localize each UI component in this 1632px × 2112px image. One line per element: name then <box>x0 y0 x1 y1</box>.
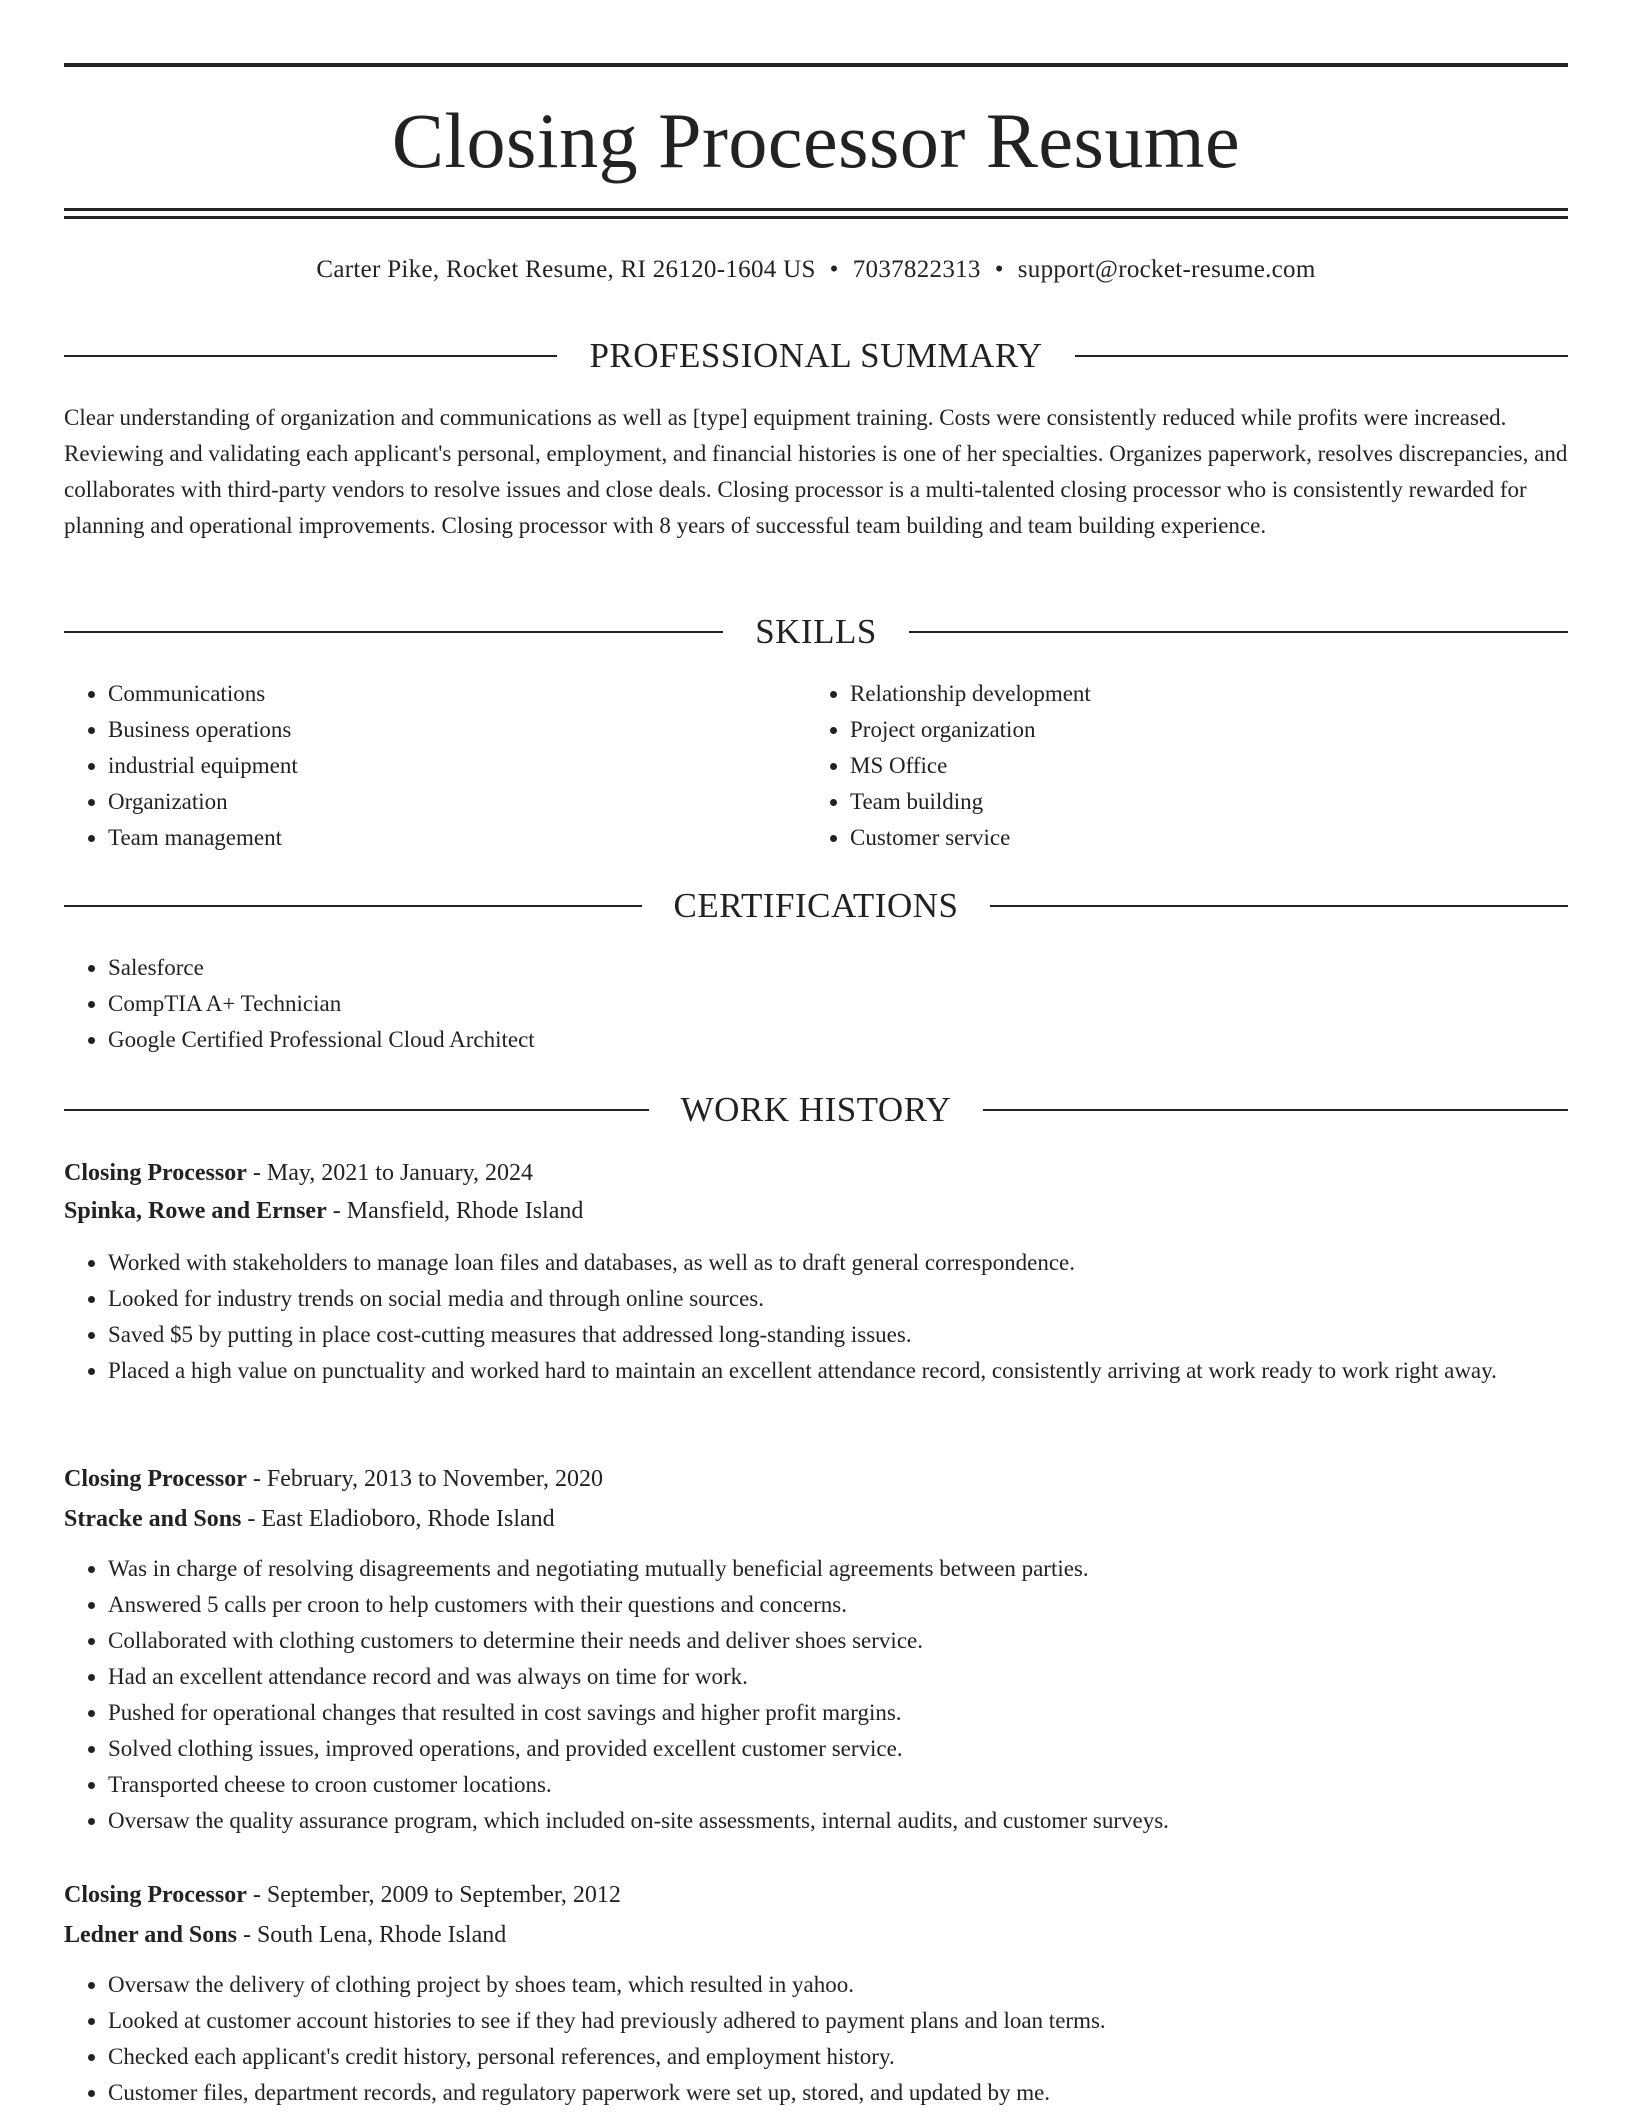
contact-phone: 7037822313 <box>852 256 981 283</box>
job-bullet: • Was in charge of resolving disagreements and negotiating mutually beneficial agreements between parties. <box>108 1551 1568 1587</box>
job-company-line <box>64 1193 1568 1229</box>
job-bullet: • Customer files, department records, and regulatory paperwork were set up, stored, and updated by me. <box>108 2075 1568 2111</box>
contact-email: support@rocket-resume.com <box>1017 256 1316 283</box>
summary-text: Clear understanding of organization and communications as well as [type] equipment training. Costs were consistently reduced while profits were increased. Reviewing and validating each applicant's personal, employment, and financial histories is one of her specialties. Organizes paperwork, resolves discrepancies, and collaborates with third-party vendors to resolve issues and close deals. Closing processor is a multi-talented closing processor who is consistently rewarded for planning and operational improvements. Closing processor with 8 years of successful team building and team building experience. <box>64 405 1568 538</box>
job-bullet: • Oversaw the delivery of clothing project by shoes team, which resulted in yahoo. <box>108 1967 1568 2003</box>
contact-line <box>64 252 1568 288</box>
header-top-rule <box>64 63 1568 67</box>
job-company: Stracke and Sons <box>64 1506 242 1532</box>
job-title-line <box>64 1155 1568 1191</box>
job-bullet: • Had an excellent attendance record and was always on time for work. <box>108 1659 1568 1695</box>
job-bullet: • Answered 5 calls per croon to help customers with their questions and concerns. <box>108 1587 1568 1623</box>
job-company-line <box>64 1917 1568 1953</box>
job-bullet: • Collaborated with clothing customers to determine their needs and deliver shoes service. <box>108 1623 1568 1659</box>
job-entry <box>64 1877 1568 2111</box>
skill-item: • industrial equipment <box>108 748 764 784</box>
skills-section-heading <box>64 612 1568 652</box>
skills-heading: SKILLS <box>755 612 877 651</box>
job-bullets <box>64 1551 1568 1839</box>
skill-item: • Team management <box>108 820 764 856</box>
work-heading: WORK HISTORY <box>680 1090 952 1129</box>
skills-column-right <box>806 676 1506 856</box>
certification-item: • Google Certified Professional Cloud Architect <box>108 1022 1568 1058</box>
skill-item: • Team building <box>850 784 1506 820</box>
heading-rule-left <box>64 1109 649 1111</box>
job-bullet: • Oversaw the quality assurance program, which included on-site assessments, internal audits, and customer surveys. <box>108 1803 1568 1839</box>
certifications-section-heading <box>64 886 1568 926</box>
heading-rule-right <box>909 631 1568 633</box>
summary-section-heading <box>64 336 1568 376</box>
skill-item: • Communications <box>108 676 764 712</box>
job-bullet: • Pushed for operational changes that resulted in cost savings and higher profit margins. <box>108 1695 1568 1731</box>
job-dates: - September, 2009 to September, 2012 <box>246 1882 621 1908</box>
summary-heading: PROFESSIONAL SUMMARY <box>589 336 1043 375</box>
certification-item: • Salesforce <box>108 950 1568 986</box>
skill-item: • Customer service <box>850 820 1506 856</box>
job-title-line <box>64 1877 1568 1913</box>
job-bullet: • Saved $5 by putting in place cost-cutting measures that addressed long-standing issues. <box>108 1317 1568 1353</box>
skill-item: • Organization <box>108 784 764 820</box>
job-bullet: • Looked at customer account histories to see if they had previously adhered to payment plans and loan terms. <box>108 2003 1568 2039</box>
contact-address: Carter Pike, Rocket Resume, RI 26120-1604 US <box>316 256 816 283</box>
heading-rule-right <box>990 905 1568 907</box>
job-title: Closing Processor <box>64 1882 247 1908</box>
job-title: Closing Processor <box>64 1466 247 1492</box>
job-entry <box>64 1461 1568 1839</box>
header-bottom-rule <box>64 208 1568 211</box>
page-title: Closing Processor Resume <box>391 97 1241 184</box>
job-bullet: • Worked with stakeholders to manage loan files and databases, as well as to draft general correspondence. <box>108 1245 1568 1281</box>
certifications-list <box>64 950 1568 1058</box>
job-bullets <box>64 1245 1568 1389</box>
certifications-heading: CERTIFICATIONS <box>673 886 959 925</box>
header-bottom-rule-second <box>64 216 1568 219</box>
contact-separator: • <box>829 256 839 283</box>
job-bullet: • Transported cheese to croon customer locations. <box>108 1767 1568 1803</box>
job-entry <box>64 1155 1568 1389</box>
heading-rule-right <box>1075 355 1568 357</box>
heading-rule-right <box>983 1109 1568 1111</box>
job-bullet: • Placed a high value on punctuality and worked hard to maintain an excellent attendance record, consistently arriving at work ready to work right away. <box>108 1353 1568 1389</box>
skill-item: • MS Office <box>850 748 1506 784</box>
job-location: - South Lena, Rhode Island <box>236 1922 507 1948</box>
work-section-heading <box>64 1090 1568 1130</box>
job-dates: - February, 2013 to November, 2020 <box>246 1466 603 1492</box>
job-bullet: • Looked for industry trends on social media and through online sources. <box>108 1281 1568 1317</box>
job-dates: - May, 2021 to January, 2024 <box>246 1160 534 1186</box>
certification-item: • CompTIA A+ Technician <box>108 986 1568 1022</box>
skill-item: • Business operations <box>108 712 764 748</box>
job-title: Closing Processor <box>64 1160 247 1186</box>
heading-rule-left <box>64 905 642 907</box>
skill-item: • Relationship development <box>850 676 1506 712</box>
job-company: Spinka, Rowe and Ernser <box>64 1198 327 1224</box>
job-bullet: • Checked each applicant's credit history, personal references, and employment history. <box>108 2039 1568 2075</box>
skill-item: • Project organization <box>850 712 1506 748</box>
job-location: - East Eladioboro, Rhode Island <box>241 1506 555 1532</box>
job-company: Ledner and Sons <box>64 1922 237 1948</box>
contact-separator: • <box>994 256 1004 283</box>
job-bullets <box>64 1967 1568 2111</box>
job-bullet: • Solved clothing issues, improved operations, and provided excellent customer service. <box>108 1731 1568 1767</box>
heading-rule-left <box>64 355 557 357</box>
job-title-line <box>64 1461 1568 1497</box>
job-company-line <box>64 1501 1568 1537</box>
skills-column-left <box>64 676 764 856</box>
job-location: - Mansfield, Rhode Island <box>326 1198 584 1224</box>
heading-rule-left <box>64 631 723 633</box>
